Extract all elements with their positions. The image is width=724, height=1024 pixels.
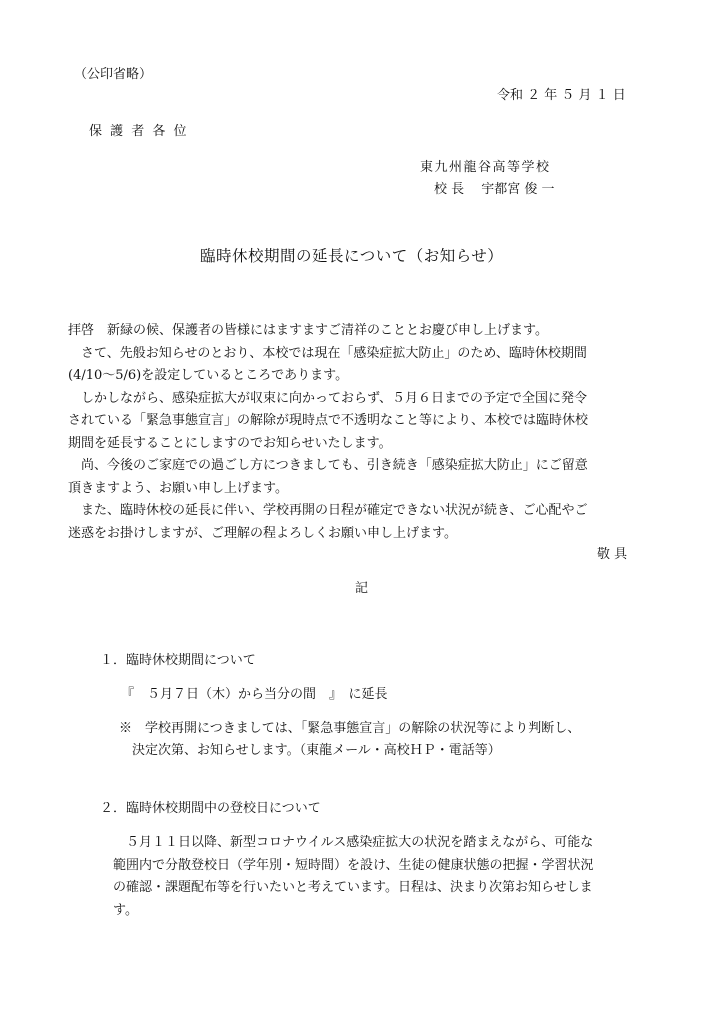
body-line: しかしながら、感染症拡大が収束に向かっておらず、５月６日までの予定で全国に発令 [68,390,587,406]
sender-principal: 校 長 宇都宮 俊 一 [434,182,555,197]
body-line: 拝啓 新緑の候、保護者の皆様にはますますご清祥のこととお慶び申し上げます。 [68,323,548,338]
section2-heading: ２．臨時休校期間中の登校日について [100,801,321,816]
body-line: されている「緊急事態宣言」の解除が現時点で不透明なこと等により、本校では臨時休校 [68,413,589,428]
body-line: さて、先般お知らせのとおり、本校では現在「感染症拡大防止」のため、臨時休校期間 [68,345,587,361]
body-line: 尚、今後のご家庭での過ごし方につきましても、引き続き「感染症拡大防止」にご留意 [68,458,588,473]
date: 令和 ２ 年 ５ 月 １ 日 [497,88,626,103]
ki-marker: 記 [355,581,369,596]
section1-note-line: ※ 学校再開につきましては、「緊急事態宣言」の解除の状況等により判断し、 [119,721,581,736]
body-line: (4/10～5/6)を設定しているところであります。 [68,368,349,383]
addressee: 保 護 者 各 位 [89,124,189,139]
section1-heading: １．臨時休校期間について [100,653,256,668]
body-line: 迷惑をお掛けしますが、ご理解の程よろしくお願い申し上げます。 [68,525,457,541]
section2-line: 範囲内で分散登校日（学年別・短時間）を設け、生徒の健康状態の把握・学習状況 [113,857,594,873]
sender-school: 東九州龍谷高等学校 [420,160,551,175]
closing: 敬 具 [597,547,628,562]
section1-extension: 『 ５月７日（木）から当分の間 』 に延長 [121,687,388,702]
body-line: 期間を延長することにしますのでお知らせいたします。 [68,435,392,451]
section2-line: の確認・課題配布等を行いたいと考えています。日程は、決まり次第お知らせしま [113,880,593,895]
document-title: 臨時休校期間の延長について（お知らせ） [200,247,504,265]
body-line: 頂きますよう、お願い申し上げます。 [68,480,288,496]
stamp-omitted-note: （公印省略） [74,67,153,82]
section1-note-line: 決定次第、お知らせします。（東龍メール・高校ＨＰ・電話等） [119,743,501,758]
section2-line: ５月１１日以降、新型コロナウイルス感染症拡大の状況を踏まえながら、可能な [113,835,594,850]
section2-line: す。 [113,902,138,918]
body-line: また、臨時休校の延長に伴い、学校再開の日程が確定できない状況が続き、ご心配やご [68,503,588,518]
